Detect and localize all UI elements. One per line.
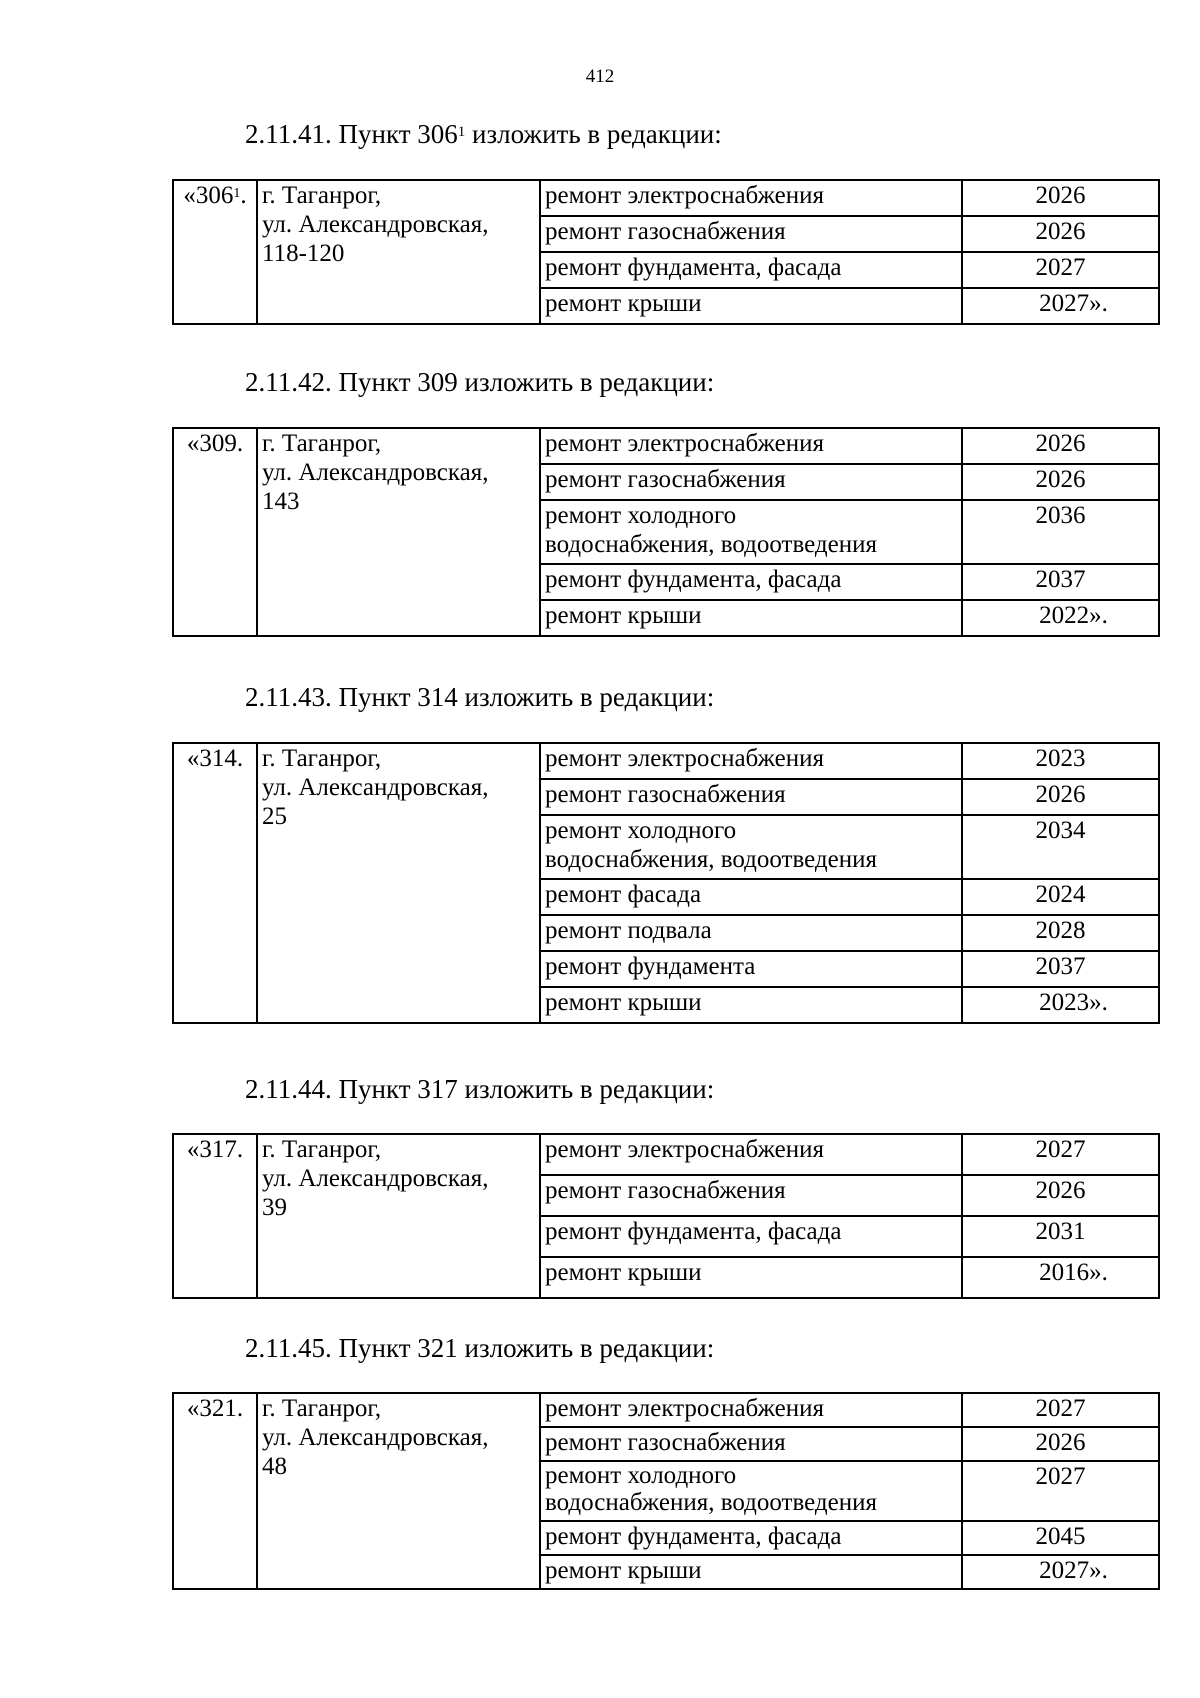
amendment-table [172, 427, 1160, 637]
item-number: «317. [173, 1134, 257, 1298]
amendment-table [172, 1133, 1160, 1299]
year: 2028 [962, 915, 1159, 951]
work-type: ремонт холодного водоснабжения, водоотведения [540, 500, 962, 564]
work-type: ремонт газоснабжения [540, 1175, 962, 1216]
work-type: ремонт фасада [540, 879, 962, 915]
year: 2022». [962, 600, 1159, 636]
work-type: ремонт электроснабжения [540, 743, 962, 779]
year: 2045 [962, 1521, 1159, 1555]
work-type: ремонт газоснабжения [540, 216, 962, 252]
address: г. Таганрог, ул. Александровская, 25 [257, 743, 540, 1023]
year: 2036 [962, 500, 1159, 564]
year: 2026 [962, 1427, 1159, 1461]
year: 2016». [962, 1257, 1159, 1298]
year: 2037 [962, 564, 1159, 600]
address: г. Таганрог, ул. Александровская, 118-120 [257, 180, 540, 324]
work-type: ремонт электроснабжения [540, 180, 962, 216]
item-number: «309. [173, 428, 257, 636]
work-type: ремонт крыши [540, 288, 962, 324]
work-type: ремонт холодного водоснабжения, водоотведения [540, 1461, 962, 1521]
section-heading: 2.11.41. Пункт $306^1$ изложить в редакции: [245, 119, 722, 149]
work-type: ремонт фундамента, фасада [540, 252, 962, 288]
item-number: «321. [173, 1393, 257, 1589]
work-type: ремонт подвала [540, 915, 962, 951]
address: г. Таганрог, ул. Александровская, 39 [257, 1134, 540, 1298]
work-type: ремонт крыши [540, 1257, 962, 1298]
year: 2026 [962, 180, 1159, 216]
year: 2027 [962, 1393, 1159, 1427]
page-number: 412 [585, 66, 615, 87]
year: 2026 [962, 779, 1159, 815]
year: 2026 [962, 428, 1159, 464]
amendment-table [172, 179, 1160, 325]
year: 2027 [962, 252, 1159, 288]
year: 2023». [962, 987, 1159, 1023]
work-type: ремонт фундамента, фасада [540, 564, 962, 600]
section-heading: 2.11.43. Пункт 314 изложить в редакции: [245, 682, 715, 712]
work-type: ремонт фундамента, фасада [540, 1521, 962, 1555]
work-type: ремонт газоснабжения [540, 464, 962, 500]
work-type: ремонт газоснабжения [540, 1427, 962, 1461]
year: 2026 [962, 1175, 1159, 1216]
year: 2027». [962, 1555, 1159, 1589]
work-type: ремонт электроснабжения [540, 1393, 962, 1427]
year: 2031 [962, 1216, 1159, 1257]
work-type: ремонт газоснабжения [540, 779, 962, 815]
work-type: ремонт холодного водоснабжения, водоотведения [540, 815, 962, 879]
work-type: ремонт крыши [540, 987, 962, 1023]
item-number: «314. [173, 743, 257, 1023]
year: 2027 [962, 1461, 1159, 1521]
amendment-table [172, 1392, 1160, 1590]
year: 2026 [962, 464, 1159, 500]
section-heading: 2.11.44. Пункт 317 изложить в редакции: [245, 1074, 715, 1104]
address: г. Таганрог, ул. Александровская, 143 [257, 428, 540, 636]
address: г. Таганрог, ул. Александровская, 48 [257, 1393, 540, 1589]
section-heading: 2.11.42. Пункт 309 изложить в редакции: [245, 367, 715, 397]
year: 2037 [962, 951, 1159, 987]
section-heading: 2.11.45. Пункт 321 изложить в редакции: [245, 1333, 715, 1363]
work-type: ремонт электроснабжения [540, 1134, 962, 1175]
year: 2027». [962, 288, 1159, 324]
year: 2023 [962, 743, 1159, 779]
work-type: ремонт электроснабжения [540, 428, 962, 464]
year: 2027 [962, 1134, 1159, 1175]
item-number: «$306^1$. [173, 180, 257, 324]
year: 2024 [962, 879, 1159, 915]
year: 2026 [962, 216, 1159, 252]
work-type: ремонт фундамента, фасада [540, 1216, 962, 1257]
work-type: ремонт крыши [540, 600, 962, 636]
amendment-table [172, 742, 1160, 1024]
work-type: ремонт крыши [540, 1555, 962, 1589]
year: 2034 [962, 815, 1159, 879]
work-type: ремонт фундамента [540, 951, 962, 987]
